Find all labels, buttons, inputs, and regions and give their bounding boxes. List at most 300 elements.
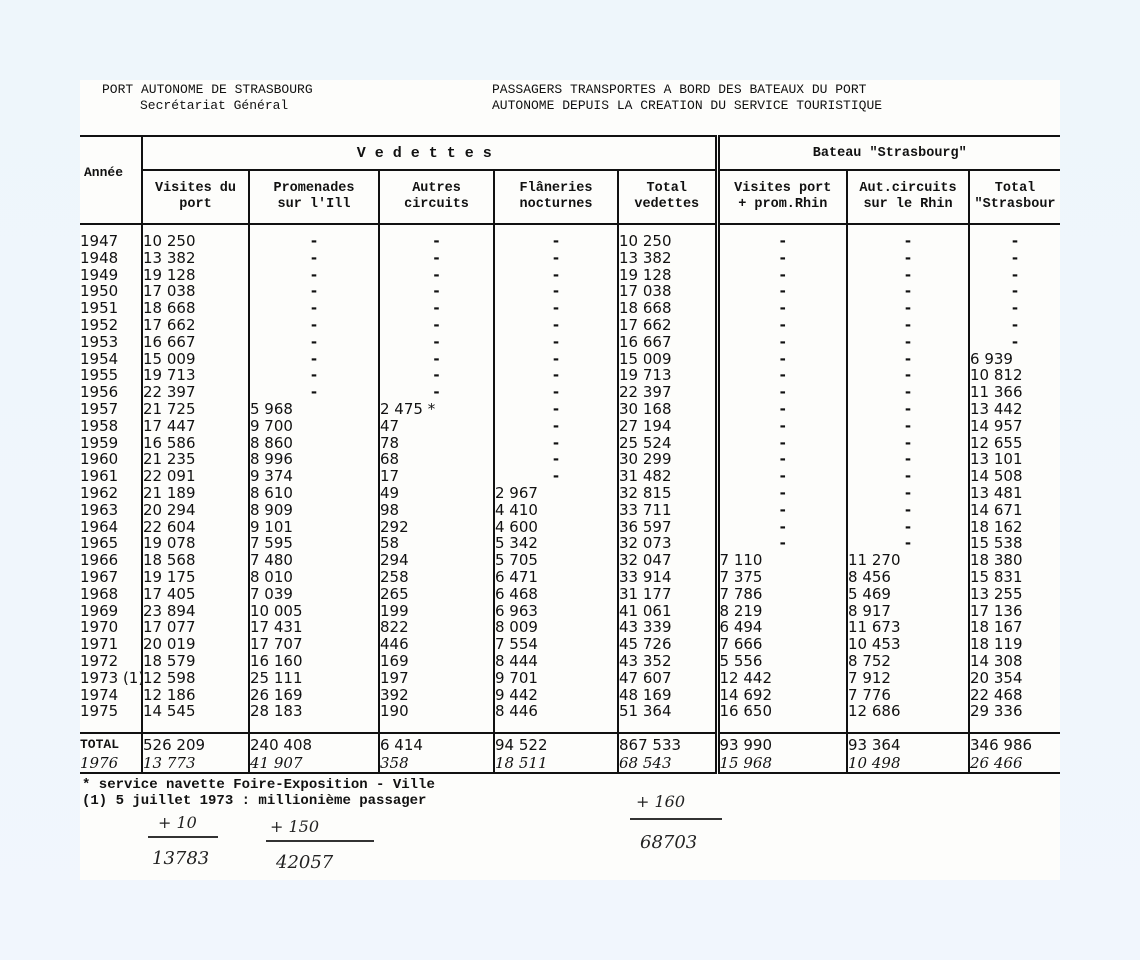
total-value: 13 773 — [142, 754, 249, 773]
value-cell: - — [717, 401, 847, 418]
value-cell: 30 168 — [618, 401, 717, 418]
col-header-visites-port-rhin — [717, 170, 847, 224]
year-cell: 1971 — [80, 635, 119, 654]
value-cell: 51 364 — [618, 703, 717, 720]
value-cell: 12 442 — [717, 670, 847, 687]
footnote-star: * service navette Foire-Exposition - Ville — [82, 777, 435, 793]
table-row — [80, 367, 1060, 384]
col-header-line: Total — [994, 181, 1036, 196]
value-cell: 15 009 — [142, 351, 249, 368]
total-value: 93 990 — [717, 733, 847, 754]
value-cell: - — [249, 317, 379, 334]
value-cell: 18 162 — [969, 519, 1060, 536]
year-cell: 1963 — [80, 500, 119, 519]
value-cell: - — [249, 283, 379, 300]
value-cell: - — [717, 283, 847, 300]
value-cell: 14 308 — [969, 653, 1060, 670]
value-cell: 8 610 — [249, 485, 379, 502]
value-cell: - — [494, 435, 618, 452]
value-cell: 19 175 — [142, 569, 249, 586]
table-row — [80, 351, 1060, 368]
value-cell: 8 446 — [494, 703, 618, 720]
total-value: 240 408 — [249, 733, 379, 754]
value-cell: 18 668 — [618, 300, 717, 317]
row-1976 — [80, 754, 1060, 773]
year-cell: 1975 — [80, 702, 119, 721]
table-row — [80, 401, 1060, 418]
year-cell: 1969 — [80, 601, 119, 620]
document-title — [492, 82, 882, 114]
year-cell: 1948 — [80, 248, 119, 267]
value-cell: - — [249, 367, 379, 384]
value-cell: 292 — [379, 519, 494, 536]
table-row — [80, 603, 1060, 620]
value-cell: 25 524 — [618, 435, 717, 452]
table-row — [80, 334, 1060, 351]
year-cell: 1947 — [80, 232, 119, 250]
value-cell: 13 101 — [969, 451, 1060, 468]
total-value: 93 364 — [847, 733, 969, 754]
value-cell: 9 700 — [249, 418, 379, 435]
value-cell: 22 397 — [618, 384, 717, 401]
value-cell: 8 009 — [494, 619, 618, 636]
table-row — [80, 468, 1060, 485]
value-cell: 26 169 — [249, 687, 379, 704]
value-cell: - — [847, 468, 969, 485]
total-row — [80, 733, 1060, 754]
value-cell: 28 183 — [249, 703, 379, 720]
value-cell: 68 — [379, 451, 494, 468]
separator-cell — [80, 720, 142, 733]
value-cell: 5 469 — [847, 586, 969, 603]
value-cell: - — [717, 418, 847, 435]
value-cell: - — [249, 384, 379, 401]
value-cell: 8 219 — [717, 603, 847, 620]
year-cell: 1968 — [80, 584, 119, 603]
value-cell: 22 468 — [969, 687, 1060, 704]
col-header-line: sur l'Ill — [277, 197, 351, 212]
value-cell: 17 — [379, 468, 494, 485]
value-cell: 10 005 — [249, 603, 379, 620]
org-header — [102, 82, 313, 114]
value-cell: 43 339 — [618, 619, 717, 636]
value-cell: 17 038 — [142, 283, 249, 300]
value-cell: 19 128 — [618, 267, 717, 284]
value-cell: 8 909 — [249, 502, 379, 519]
group-strasbourg: Bateau "Strasbourg" — [717, 136, 1060, 170]
table-body — [80, 224, 1060, 720]
value-cell: - — [717, 502, 847, 519]
value-cell: - — [717, 300, 847, 317]
value-cell: 45 726 — [618, 636, 717, 653]
total-label: TOTAL — [80, 737, 120, 753]
value-cell: 199 — [379, 603, 494, 620]
total-value: 26 466 — [969, 754, 1060, 773]
value-cell: - — [847, 250, 969, 267]
year-cell: 1954 — [80, 349, 119, 368]
value-cell: 47 — [379, 418, 494, 435]
table-row — [80, 250, 1060, 267]
separator-cell — [494, 720, 618, 733]
value-cell: 10 453 — [847, 636, 969, 653]
table-row — [80, 317, 1060, 334]
value-cell: 29 336 — [969, 703, 1060, 720]
year-cell: 1962 — [80, 483, 119, 502]
value-cell: - — [717, 351, 847, 368]
value-cell: 17 447 — [142, 418, 249, 435]
value-cell: - — [494, 334, 618, 351]
footnote-one: (1) 5 juillet 1973 : millionième passager — [82, 793, 427, 809]
col-header-line: circuits — [404, 197, 469, 212]
value-cell: - — [969, 334, 1060, 351]
year-cell: 1955 — [80, 366, 119, 385]
value-cell: 17 038 — [618, 283, 717, 300]
total-value: 68 543 — [618, 754, 717, 773]
value-cell: 41 061 — [618, 603, 717, 620]
value-cell: 16 650 — [717, 703, 847, 720]
value-cell: 18 668 — [142, 300, 249, 317]
value-cell: 20 294 — [142, 502, 249, 519]
value-cell: 30 299 — [618, 451, 717, 468]
value-cell: 17 662 — [618, 317, 717, 334]
value-cell: 21 235 — [142, 451, 249, 468]
value-cell: 15 009 — [618, 351, 717, 368]
value-cell: - — [717, 224, 847, 250]
col-header-autres-circuits-rhin — [847, 170, 969, 224]
value-cell: 11 366 — [969, 384, 1060, 401]
total-value: 867 533 — [618, 733, 717, 754]
year-cell: 1957 — [80, 399, 119, 418]
org-department: Secrétariat Général — [140, 98, 289, 113]
value-cell: 294 — [379, 552, 494, 569]
col-header-total-strasbourg — [969, 170, 1060, 224]
value-cell: 6 471 — [494, 569, 618, 586]
total-value: 346 986 — [969, 733, 1060, 754]
value-cell: - — [847, 317, 969, 334]
col-header-visites-du-port — [142, 170, 249, 224]
value-cell: - — [969, 250, 1060, 267]
table-row — [80, 451, 1060, 468]
value-cell: 17 077 — [142, 619, 249, 636]
annee-header: Année — [80, 136, 142, 224]
table-totals — [80, 720, 1060, 773]
value-cell: - — [847, 451, 969, 468]
year-cell: 1958 — [80, 416, 119, 435]
table-row — [80, 619, 1060, 636]
year-cell: 1961 — [80, 467, 119, 486]
value-cell: - — [847, 401, 969, 418]
table-row — [80, 485, 1060, 502]
value-cell: - — [847, 485, 969, 502]
value-cell: - — [717, 451, 847, 468]
value-cell: 32 047 — [618, 552, 717, 569]
value-cell: 18 568 — [142, 552, 249, 569]
value-cell: 33 711 — [618, 502, 717, 519]
value-cell: - — [717, 435, 847, 452]
value-cell: 197 — [379, 670, 494, 687]
value-cell: - — [847, 334, 969, 351]
total-value: 15 968 — [717, 754, 847, 773]
total-value: 18 511 — [494, 754, 618, 773]
col-header-line: Visites du — [154, 181, 236, 196]
value-cell: - — [249, 224, 379, 250]
value-cell: - — [717, 267, 847, 284]
value-cell: - — [494, 367, 618, 384]
value-cell: 7 776 — [847, 687, 969, 704]
year-cell: 1967 — [80, 567, 119, 586]
value-cell: - — [847, 224, 969, 250]
value-cell: 2 967 — [494, 485, 618, 502]
value-cell: 5 968 — [249, 401, 379, 418]
total-value: 41 907 — [249, 754, 379, 773]
value-cell: - — [494, 351, 618, 368]
value-cell: - — [494, 468, 618, 485]
value-cell: - — [494, 317, 618, 334]
value-cell: - — [494, 451, 618, 468]
value-cell: 7 912 — [847, 670, 969, 687]
value-cell: 169 — [379, 653, 494, 670]
value-cell: - — [717, 317, 847, 334]
value-cell: 392 — [379, 687, 494, 704]
col-header-line: Aut.circuits — [859, 181, 957, 196]
handwritten-sum-b: 42057 — [276, 852, 334, 873]
col-header-line: nocturnes — [519, 197, 593, 212]
value-cell: 32 073 — [618, 535, 717, 552]
total-value: 94 522 — [494, 733, 618, 754]
value-cell: 6 939 — [969, 351, 1060, 368]
value-cell: 10 250 — [142, 224, 249, 250]
value-cell: 33 914 — [618, 569, 717, 586]
value-cell: 6 494 — [717, 619, 847, 636]
value-cell: 58 — [379, 535, 494, 552]
handwritten-sum-a: 13783 — [152, 848, 210, 869]
year-cell: 1966 — [80, 551, 119, 570]
table-row — [80, 653, 1060, 670]
value-cell: - — [494, 384, 618, 401]
footnotes — [82, 777, 435, 809]
value-cell: 9 442 — [494, 687, 618, 704]
value-cell: 7 110 — [717, 552, 847, 569]
total-value: 6 414 — [379, 733, 494, 754]
value-cell: 13 382 — [142, 250, 249, 267]
year-cell: 1952 — [80, 315, 119, 334]
handwritten-add-c: + 160 — [636, 792, 686, 811]
value-cell: 4 410 — [494, 502, 618, 519]
value-cell: 17 662 — [142, 317, 249, 334]
table-row — [80, 418, 1060, 435]
value-cell: - — [969, 224, 1060, 250]
value-cell: - — [249, 334, 379, 351]
value-cell: 27 194 — [618, 418, 717, 435]
value-cell: 7 786 — [717, 586, 847, 603]
year-cell: 1950 — [80, 282, 119, 301]
value-cell: - — [847, 300, 969, 317]
handwritten-add-a: + 10 — [158, 813, 197, 832]
value-cell: 19 713 — [618, 367, 717, 384]
value-cell: - — [847, 283, 969, 300]
value-cell: - — [379, 224, 494, 250]
table-row — [80, 300, 1060, 317]
value-cell: 265 — [379, 586, 494, 603]
value-cell: - — [847, 435, 969, 452]
value-cell: 47 607 — [618, 670, 717, 687]
year-cell: 1964 — [80, 517, 119, 536]
value-cell: 21 725 — [142, 401, 249, 418]
total-value: 10 498 — [847, 754, 969, 773]
value-cell: 7 039 — [249, 586, 379, 603]
value-cell: 7 375 — [717, 569, 847, 586]
col-header-line: Flâneries — [519, 181, 593, 196]
value-cell: 17 405 — [142, 586, 249, 603]
value-cell: - — [379, 384, 494, 401]
separator-cell — [618, 720, 717, 733]
value-cell: 7 480 — [249, 552, 379, 569]
value-cell: - — [717, 485, 847, 502]
value-cell: - — [494, 267, 618, 284]
value-cell: 11 673 — [847, 619, 969, 636]
value-cell: 31 177 — [618, 586, 717, 603]
value-cell: 17 707 — [249, 636, 379, 653]
table-row — [80, 519, 1060, 536]
value-cell: 98 — [379, 502, 494, 519]
value-cell: 16 160 — [249, 653, 379, 670]
col-header-line: vedettes — [634, 197, 700, 212]
value-cell: 22 604 — [142, 519, 249, 536]
value-cell: 43 352 — [618, 653, 717, 670]
handwritten-sum-c: 68703 — [640, 832, 698, 853]
value-cell: 9 101 — [249, 519, 379, 536]
group-vedettes: Vedettes — [142, 136, 717, 170]
value-cell: 13 481 — [969, 485, 1060, 502]
col-header-line: sur le Rhin — [863, 197, 953, 212]
col-header-line: Total — [646, 181, 688, 196]
value-cell: 13 255 — [969, 586, 1060, 603]
value-cell: 7 666 — [717, 636, 847, 653]
year-cell: 1959 — [80, 433, 119, 452]
value-cell: 8 456 — [847, 569, 969, 586]
col-header-line: "Strasbour — [974, 197, 1056, 212]
value-cell: 19 128 — [142, 267, 249, 284]
value-cell: - — [379, 367, 494, 384]
table-row — [80, 502, 1060, 519]
value-cell: 14 508 — [969, 468, 1060, 485]
value-cell: - — [847, 502, 969, 519]
total-label: 1976 — [80, 754, 142, 773]
value-cell: - — [969, 300, 1060, 317]
table-row — [80, 687, 1060, 704]
value-cell: 15 831 — [969, 569, 1060, 586]
value-cell: 9 374 — [249, 468, 379, 485]
value-cell: 16 586 — [142, 435, 249, 452]
value-cell: 18 380 — [969, 552, 1060, 569]
value-cell: 11 270 — [847, 552, 969, 569]
org-name: PORT AUTONOME DE STRASBOURG — [102, 82, 313, 97]
value-cell: 19 713 — [142, 367, 249, 384]
title-line-2: AUTONOME DEPUIS LA CREATION DU SERVICE TOURISTIQUE — [492, 98, 883, 113]
value-cell: 18 119 — [969, 636, 1060, 653]
value-cell: - — [379, 250, 494, 267]
table-row — [80, 569, 1060, 586]
value-cell: 22 397 — [142, 384, 249, 401]
value-cell: 12 186 — [142, 687, 249, 704]
value-cell: 14 692 — [717, 687, 847, 704]
passenger-table — [80, 135, 1060, 774]
value-cell: 10 250 — [618, 224, 717, 250]
value-cell: 21 189 — [142, 485, 249, 502]
table-row — [80, 435, 1060, 452]
value-cell: - — [494, 418, 618, 435]
value-cell: 15 538 — [969, 535, 1060, 552]
value-cell: 19 078 — [142, 535, 249, 552]
col-header-line: port — [179, 197, 212, 212]
value-cell: 4 600 — [494, 519, 618, 536]
separator-cell — [249, 720, 379, 733]
value-cell: - — [717, 250, 847, 267]
value-cell: 14 671 — [969, 502, 1060, 519]
value-cell: - — [379, 317, 494, 334]
value-cell: 14 545 — [142, 703, 249, 720]
separator-cell — [717, 720, 847, 733]
value-cell: 2 475 * — [379, 401, 494, 418]
value-cell: - — [717, 535, 847, 552]
value-cell: 12 655 — [969, 435, 1060, 452]
value-cell: 9 701 — [494, 670, 618, 687]
value-cell: 23 894 — [142, 603, 249, 620]
value-cell: 190 — [379, 703, 494, 720]
col-header-total-vedettes — [618, 170, 717, 224]
year-cell: 1956 — [80, 383, 119, 402]
table-row — [80, 552, 1060, 569]
col-header-line: Visites port — [734, 181, 832, 196]
value-cell: 8 010 — [249, 569, 379, 586]
value-cell: 5 705 — [494, 552, 618, 569]
year-cell: 1951 — [80, 299, 119, 318]
value-cell: 5 342 — [494, 535, 618, 552]
col-header-promenades-ill — [249, 170, 379, 224]
year-cell: 1965 — [80, 534, 119, 553]
value-cell: 822 — [379, 619, 494, 636]
value-cell: - — [494, 250, 618, 267]
value-cell: 49 — [379, 485, 494, 502]
value-cell: 25 111 — [249, 670, 379, 687]
col-header-line: + prom.Rhin — [738, 197, 828, 212]
table-row — [80, 535, 1060, 552]
value-cell: - — [249, 267, 379, 284]
value-cell: - — [717, 334, 847, 351]
value-cell: 16 667 — [142, 334, 249, 351]
value-cell: 22 091 — [142, 468, 249, 485]
value-cell: 5 556 — [717, 653, 847, 670]
year-cell: 1953 — [80, 332, 119, 351]
table-row — [80, 224, 1060, 250]
value-cell: - — [249, 351, 379, 368]
title-line-1: PASSAGERS TRANSPORTES A BORD DES BATEAUX DU PORT — [492, 82, 867, 97]
value-cell: 8 996 — [249, 451, 379, 468]
value-cell: - — [717, 468, 847, 485]
value-cell: 13 382 — [618, 250, 717, 267]
year-cell: 1970 — [80, 618, 119, 637]
year-cell: 1973 (1) — [80, 668, 145, 687]
value-cell: - — [379, 283, 494, 300]
value-cell: 17 136 — [969, 603, 1060, 620]
value-cell: 18 579 — [142, 653, 249, 670]
table-row — [80, 384, 1060, 401]
value-cell: - — [379, 351, 494, 368]
value-cell: - — [717, 367, 847, 384]
value-cell: 14 957 — [969, 418, 1060, 435]
value-cell: 17 431 — [249, 619, 379, 636]
value-cell: - — [249, 300, 379, 317]
